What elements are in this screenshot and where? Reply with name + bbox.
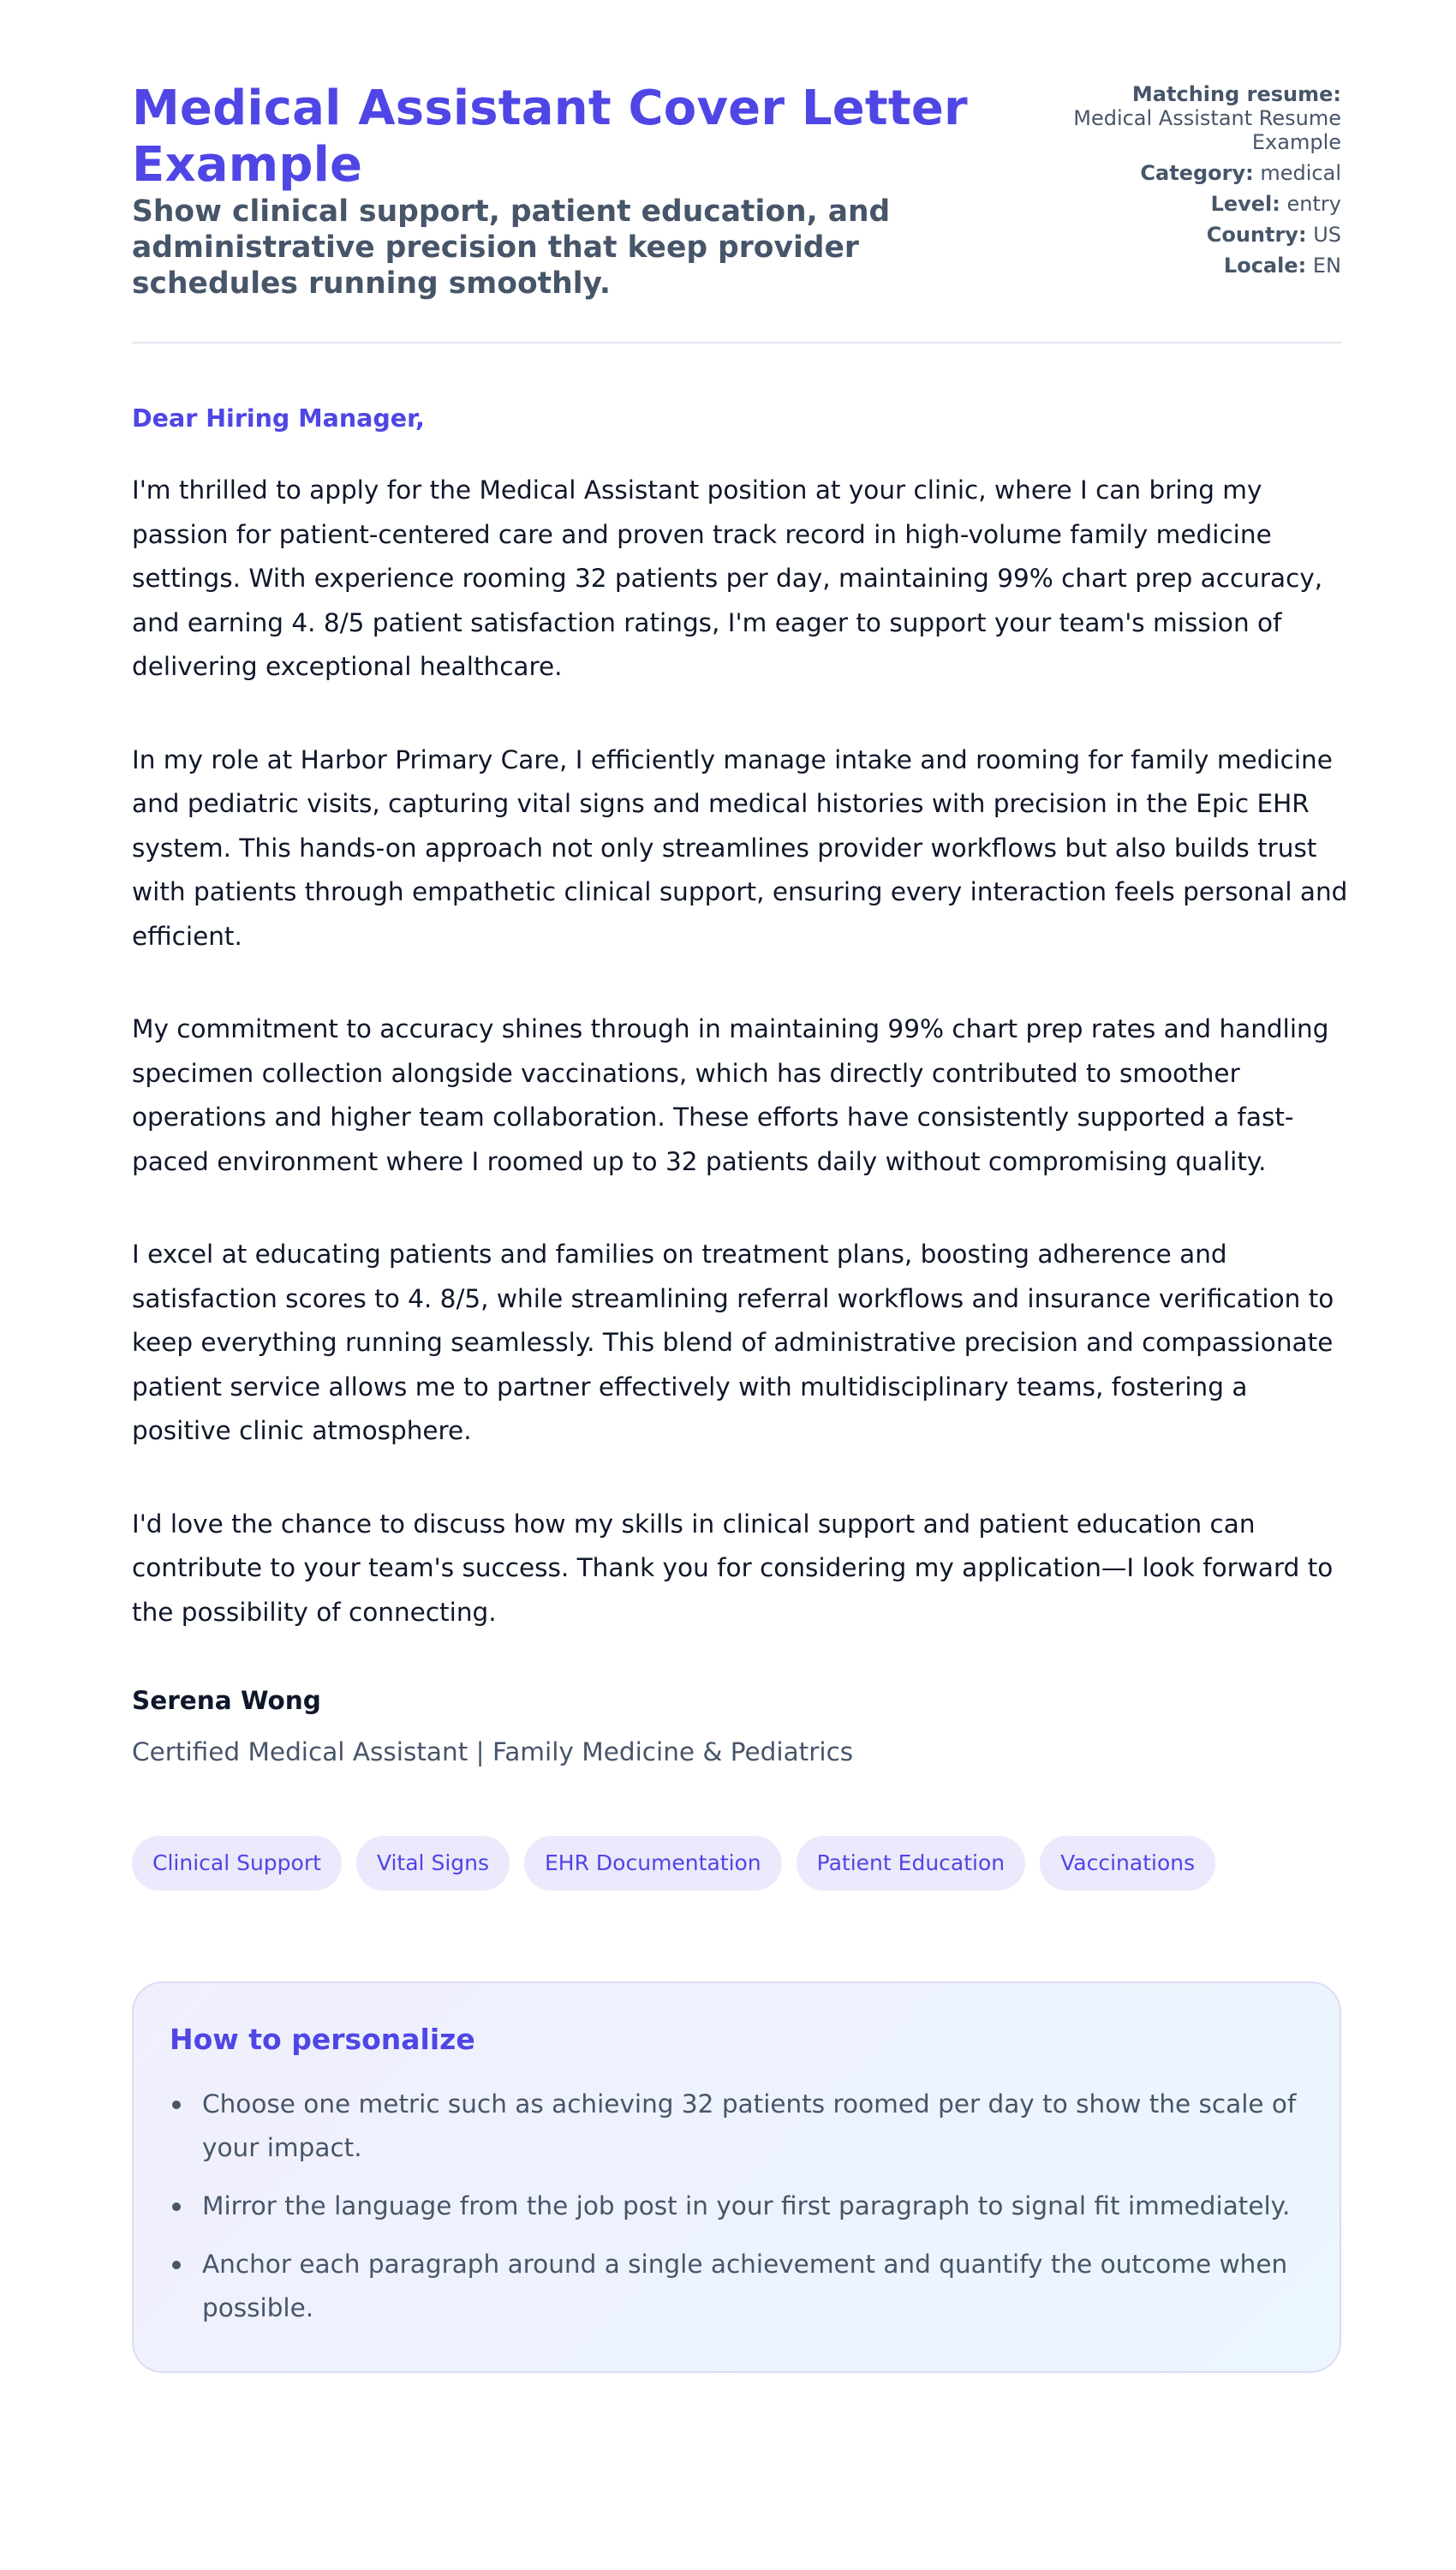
- meta-level-label: Level:: [1210, 192, 1280, 216]
- meta-country: [983, 223, 1341, 247]
- header-divider: [132, 342, 1341, 344]
- skill-tag[interactable]: Clinical Support: [132, 1836, 342, 1891]
- personalize-tips: [170, 2083, 1305, 2330]
- meta-category-value: medical: [1260, 161, 1341, 185]
- bullet-icon: [172, 2101, 181, 2109]
- meta-country-value: US: [1313, 223, 1341, 247]
- tip-text: Anchor each paragraph around a single achievement and quantify the outcome when possible.: [202, 2250, 1288, 2322]
- meta-level-value: entry: [1286, 192, 1341, 216]
- letter-paragraph: I excel at educating patients and families on treatment plans, boosting adherence and satisfaction scores to 4. 8/5, while streamlining referral workflows and insurance verification to keep everything running seamlessly. This blend of administrative precision and compassionate patient service allows me to partner effectively with multidisciplinary teams, fostering a positive clinic atmosphere.: [132, 1240, 1334, 1445]
- letter-paragraph: In my role at Harbor Primary Care, I efficiently manage intake and rooming for family medicine and pediatric visits, capturing vital signs and medical histories with precision in the Epic EHR system. This hands-on approach not only streamlines provider workflows but also builds trust with patients through empathetic clinical support, ensuring every interaction feels personal and efficient.: [132, 744, 1348, 951]
- skill-tag[interactable]: Vaccinations: [1040, 1836, 1215, 1891]
- tip-item: [170, 2243, 1305, 2330]
- letter-paragraph: I'd love the chance to discuss how my skills in clinical support and patient education can contribute to your team's success. Thank you for considering my application—I look forward to the possibility of connecting.: [132, 1509, 1334, 1627]
- page-header: [132, 0, 1341, 302]
- page-title: Medical Assistant Cover Letter Example: [132, 81, 968, 193]
- bullet-icon: [172, 2261, 181, 2269]
- skill-tag[interactable]: EHR Documentation: [524, 1836, 782, 1891]
- tip-text: Mirror the language from the job post in your first paragraph to signal fit immediately.: [202, 2191, 1291, 2220]
- meta-country-label: Country:: [1206, 223, 1307, 247]
- letter-greeting: Dear Hiring Manager,: [132, 404, 425, 433]
- meta-matching-resume-label: Matching resume:: [1131, 82, 1341, 106]
- personalize-card: [132, 1981, 1341, 2373]
- page-subtitle: Show clinical support, patient education, and administrative precision that keep provider schedules running smoothly.: [132, 194, 891, 301]
- matching-resume-link[interactable]: Medical Assistant Resume Example: [1073, 106, 1341, 154]
- tip-item: [170, 2083, 1305, 2170]
- header-titles: [132, 81, 983, 302]
- signer-name: Serena Wong: [132, 1686, 321, 1715]
- skill-tag[interactable]: Patient Education: [797, 1836, 1025, 1891]
- letter-paragraph: My commitment to accuracy shines through in maintaining 99% chart prep rates and handling specimen collection alongside vaccinations, which has directly contributed to smoother operations and higher team collaboration. These efforts have consistently supported a fast-paced environment where I roomed up to 32 patients daily without compromising quality.: [132, 1014, 1329, 1176]
- meta-locale: [983, 254, 1341, 278]
- signer-title: Certified Medical Assistant | Family Medicine & Pediatrics: [132, 1737, 854, 1766]
- meta-locale-label: Locale:: [1223, 254, 1307, 278]
- signature-block: [132, 1683, 1341, 1769]
- meta-matching-resume: [983, 82, 1341, 154]
- tip-item: [170, 2184, 1305, 2228]
- skill-tag[interactable]: Vital Signs: [356, 1836, 510, 1891]
- meta-locale-value: EN: [1312, 254, 1341, 278]
- meta-category-label: Category:: [1140, 161, 1254, 185]
- letter-body: [132, 469, 1348, 1635]
- tip-text: Choose one metric such as achieving 32 patients roomed per day to show the scale of your impact.: [202, 2089, 1297, 2162]
- skill-tags: [132, 1836, 1341, 1891]
- personalize-title: How to personalize: [170, 2023, 475, 2056]
- meta-category: [983, 161, 1341, 185]
- bullet-icon: [172, 2202, 181, 2211]
- letter-paragraph: I'm thrilled to apply for the Medical Assistant position at your clinic, where I can bring my passion for patient-centered care and proven track record in high-volume family medicine settings. With experience rooming 32 patients per day, maintaining 99% chart prep accuracy, and earning 4. 8/5 patient satisfaction ratings, I'm eager to support your team's mission of delivering exceptional healthcare.: [132, 475, 1323, 681]
- meta-level: [983, 192, 1341, 216]
- meta-panel: [983, 81, 1341, 284]
